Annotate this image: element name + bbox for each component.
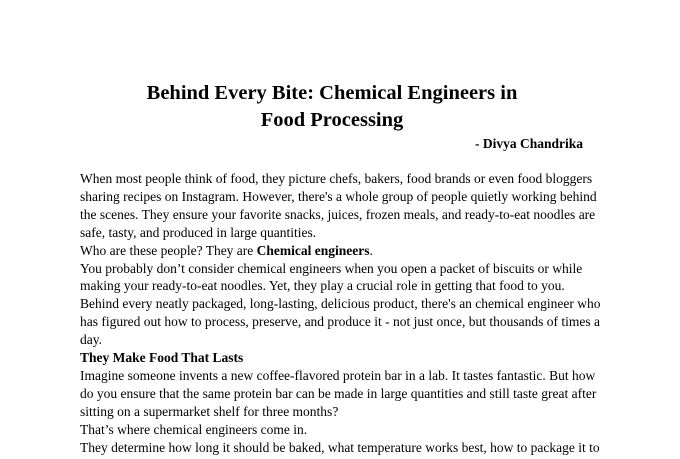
title-line-1: Behind Every Bite: Chemical Engineers in	[146, 82, 518, 104]
body-line: They determine how long it should be baked, what temperature works best, how to package it to	[80, 439, 600, 455]
body-line: sharing recipes on Instagram. However, there's a whole group of people quietly working behind	[80, 188, 597, 204]
body-line: sitting on a supermarket shelf for three months?	[80, 403, 339, 419]
body-line: safe, tasty, and produced in large quantities.	[80, 224, 317, 240]
body-line: has figured out how to process, preserve, and produce it - not just once, but thousands of times a	[80, 314, 601, 330]
inline-text: .	[369, 242, 373, 258]
article-body	[80, 170, 640, 457]
author-byline: - Divya Chandrika	[474, 136, 583, 151]
body-line: making your ready-to-eat noodles. Yet, they play a crucial role in getting that food to you.	[80, 278, 565, 294]
body-line: You probably don’t consider chemical engineers when you open a packet of biscuits or while	[80, 260, 583, 276]
body-line	[80, 242, 640, 260]
section-heading: They Make Food That Lasts	[80, 350, 244, 366]
body-line: do you ensure that the same protein bar can be made in large quantities and still taste great after	[80, 385, 597, 401]
inline-text: Who are these people? They are	[80, 242, 257, 258]
body-line: day.	[80, 332, 102, 348]
body-line: That’s where chemical engineers come in.	[80, 421, 308, 437]
article-title	[108, 80, 556, 134]
body-line: When most people think of food, they picture chefs, bakers, food brands or even food bloggers	[80, 171, 593, 186]
body-line: the scenes. They ensure your favorite snacks, juices, frozen meals, and ready-to-eat noodles are	[80, 206, 596, 222]
bold-term: Chemical engineers	[256, 242, 370, 258]
title-line-2: Food Processing	[260, 109, 404, 131]
body-line: Imagine someone invents a new coffee-flavored protein bar in a lab. It tastes fantastic. But how	[80, 367, 596, 383]
body-line: Behind every neatly packaged, long-lasting, delicious product, there's an chemical engineer who	[80, 296, 601, 312]
